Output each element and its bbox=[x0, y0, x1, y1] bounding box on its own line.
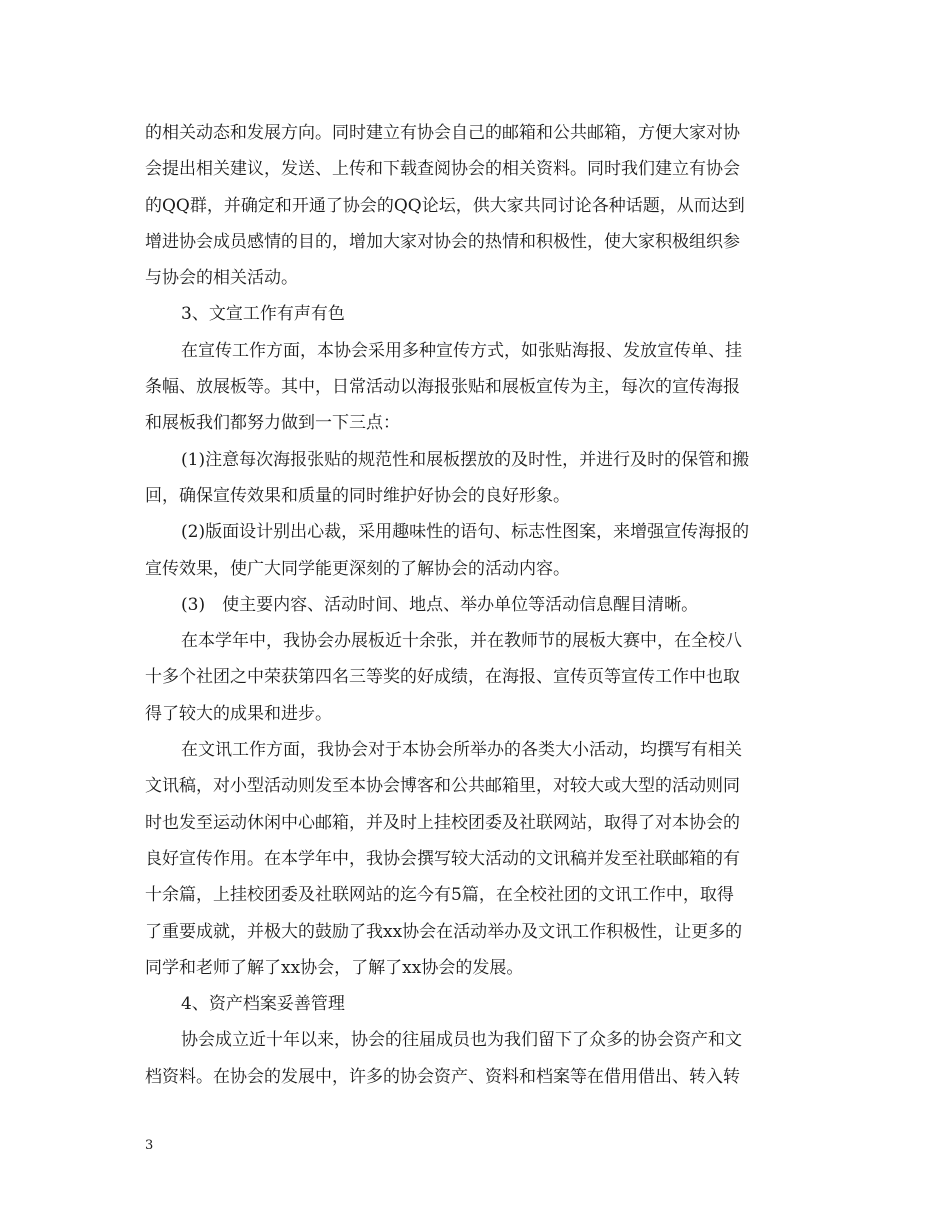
text-line: 十余篇，上挂校团委及社联网站的迄今有5篇，在全校社团的文讯工作中，取得 bbox=[145, 885, 734, 906]
text-line: 宣传效果，使广大同学能更深刻的了解协会的活动内容。 bbox=[145, 558, 570, 579]
section-heading: 4、资产档案妥善管理 bbox=[181, 994, 345, 1015]
text-line: 在本学年中，我协会办展板近十余张，并在教师节的展板大赛中，在全校八 bbox=[181, 631, 742, 652]
text-line: 的QQ群，并确定和开通了协会的QQ论坛，供大家共同讨论各种话题，从而达到 bbox=[145, 195, 745, 216]
text-line: 增进协会成员感情的目的，增加大家对协会的热情和积极性，使大家积极组织参 bbox=[145, 231, 740, 252]
text-line: 档资料。在协会的发展中，许多的协会资产、资料和档案等在借用借出、转入转 bbox=[145, 1066, 740, 1087]
text-line: 在宣传工作方面，本协会采用多种宣传方式，如张贴海报、发放宣传单、挂 bbox=[181, 340, 742, 361]
section-heading: 3、文宣工作有声有色 bbox=[181, 304, 345, 325]
text-line: 条幅、放展板等。其中，日常活动以海报张贴和展板宣传为主，每次的宣传海报 bbox=[145, 377, 740, 398]
text-line: 了重要成就，并极大的鼓励了我xx协会在活动举办及文讯工作积极性，让更多的 bbox=[145, 921, 743, 942]
text-line: 得了较大的成果和进步。 bbox=[145, 703, 332, 724]
text-line: 同学和老师了解了xx协会，了解了xx协会的发展。 bbox=[145, 957, 524, 978]
text-line: 回，确保宣传效果和质量的同时维护好协会的良好形象。 bbox=[145, 485, 570, 506]
text-line: 与协会的相关活动。 bbox=[145, 268, 298, 289]
text-line: 良好宣传作用。在本学年中，我协会撰写较大活动的文讯稿并发至社联邮箱的有 bbox=[145, 848, 740, 869]
page-number: 3 bbox=[145, 1138, 154, 1153]
text-line: 的相关动态和发展方向。同时建立有协会自己的邮箱和公共邮箱，方便大家对协 bbox=[145, 123, 740, 143]
list-item: (2)版面设计别出心裁，采用趣味性的语句、标志性图案，来增强宣传海报的 bbox=[181, 522, 750, 543]
text-line: 十多个社团之中荣获第四名三等奖的好成绩，在海报、宣传页等宣传工作中也取 bbox=[145, 667, 740, 688]
text-line: 协会成立近十年以来，协会的往届成员也为我们留下了众多的协会资产和文 bbox=[181, 1030, 742, 1051]
text-line: 和展板我们都努力做到一下三点： bbox=[145, 413, 400, 434]
list-item: (1)注意每次海报张贴的规范性和展板摆放的及时性，并进行及时的保管和搬 bbox=[181, 449, 750, 470]
text-line: 文讯稿，对小型活动则发至本协会博客和公共邮箱里，对较大或大型的活动则同 bbox=[145, 776, 740, 797]
text-line: 在文讯工作方面，我协会对于本协会所举办的各类大小活动，均撰写有相关 bbox=[181, 740, 742, 761]
list-item: (3) 使主要内容、活动时间、地点、举办单位等活动信息醒目清晰。 bbox=[181, 594, 699, 615]
document-body bbox=[145, 115, 810, 1095]
text-line: 时也发至运动休闲中心邮箱，并及时上挂校团委及社联网站，取得了对本协会的 bbox=[145, 812, 740, 833]
text-line: 会提出相关建议，发送、上传和下载查阅协会的相关资料。同时我们建立有协会 bbox=[145, 159, 740, 180]
